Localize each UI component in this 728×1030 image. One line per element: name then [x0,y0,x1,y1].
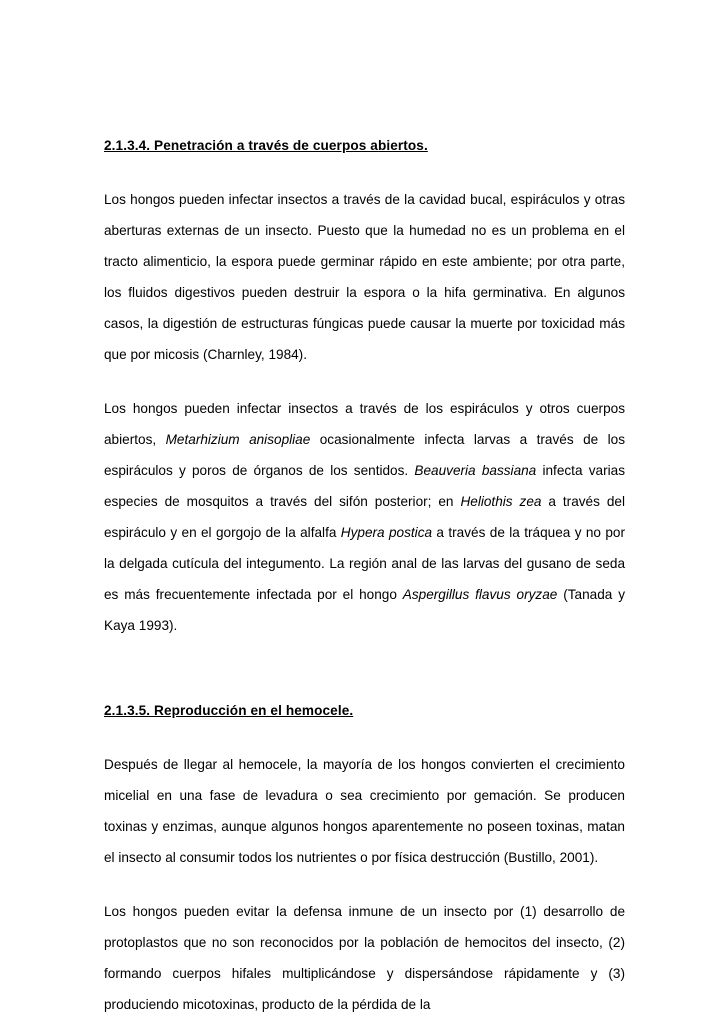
section-heading-penetracion: 2.1.3.4. Penetración a través de cuerpos abiertos. [104,138,428,153]
text-run: (Tanada y Kaya 1993). [104,587,625,633]
species-name-metarhizium: Metarhizium anisopliae [165,432,311,447]
text-run: Los hongos pueden infectar insectos a través de los espiráculos y otros cuerpos abiertos, [104,401,625,447]
species-name-heliothis: Heliothis zea [460,494,542,509]
paragraph-reproduccion-2: Los hongos pueden evitar la defensa inmune de un insecto por (1) desarrollo de protoplastos que no son reconocidos por la población de hemocitos del insecto, (2) formando cuerpos hifales multiplicándose y dispersándose rápidamente y (3) produciendo micotoxinas, producto de la pérdida de la [104,904,625,1012]
text-run: a través del espiráculo y en el gorgojo de la alfalfa [104,494,626,540]
text-run: a través de la tráquea y no por la delgada cutícula del integumento. La región anal de las larvas del gusano de seda es más frecuentemente infectada por el hongo [104,525,626,602]
section-heading-reproduccion: 2.1.3.5. Reproducción en el hemocele. [104,703,354,718]
species-name-beauveria: Beauveria bassiana [414,463,537,478]
text-run: ocasionalmente infecta larvas a través de los espiráculos y poros de órganos de los sentidos. [104,432,626,478]
paragraph-reproduccion-1: Después de llegar al hemocele, la mayoría de los hongos convierten el crecimiento micelial en una fase de levadura o sea crecimiento por gemación. Se producen toxinas y enzimas, aunque algunos hongos aparentemente no poseen toxinas, matan el insecto al consumir todos los nutrientes o por física destrucción (Bustillo, 2001). [104,757,625,865]
paragraph-penetracion-1: Los hongos pueden infectar insectos a través de la cavidad bucal, espiráculos y otras aberturas externas de un insecto. Puesto que la humedad no es un problema en el tracto alimenticio, la espora puede germinar rápido en este ambiente; por otra parte, los fluidos digestivos pueden destruir la espora o la hifa germinativa. En algunos casos, la digestión de estructuras fúngicas puede causar la muerte por toxicidad más que por micosis (Charnley, 1984). [104,192,625,362]
paragraph-penetracion-2 [104,393,625,641]
document-page [104,130,625,1020]
species-name-hypera: Hypera postica [340,525,433,540]
species-name-aspergillus: Aspergillus flavus oryzae [402,587,558,602]
text-run: infecta varias especies de mosquitos a través del sifón posterior; en [104,463,625,509]
